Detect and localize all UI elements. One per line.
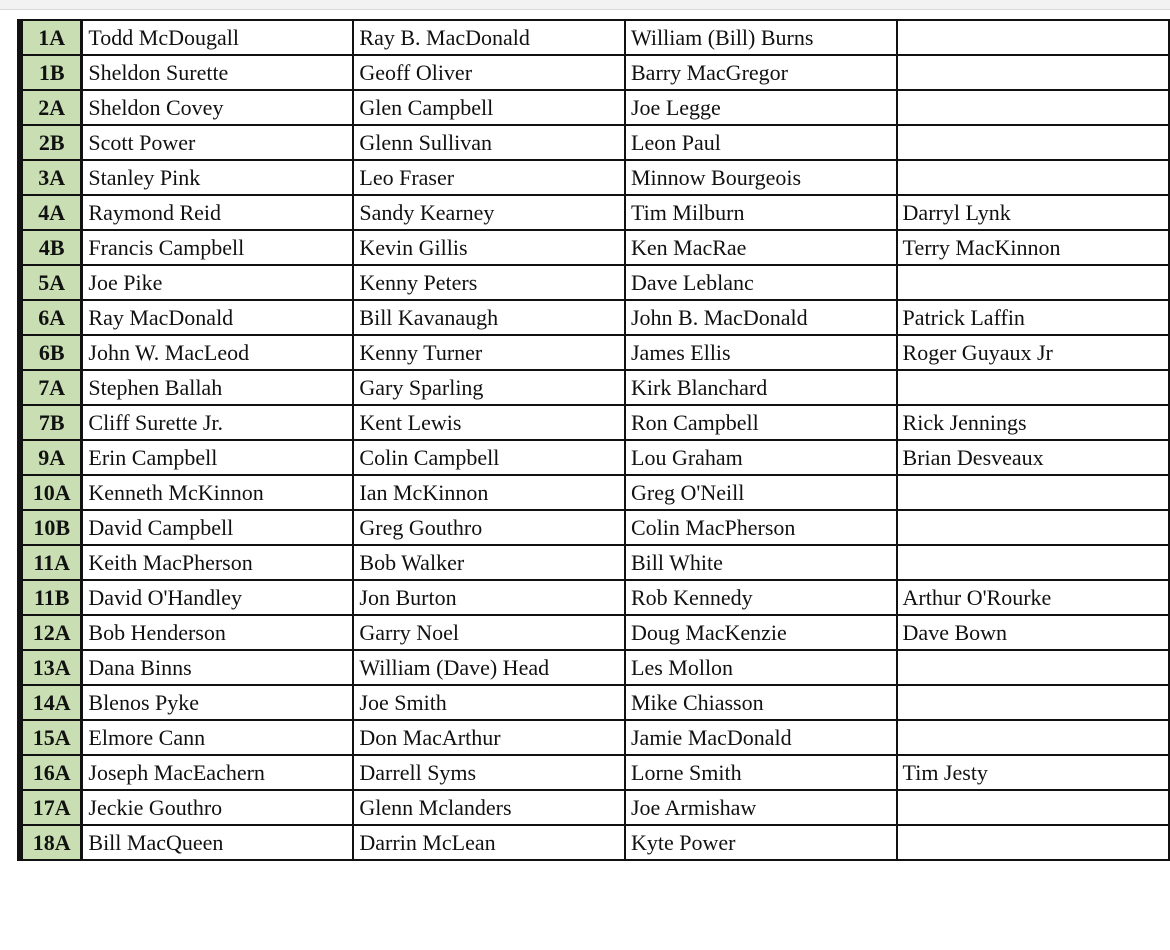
table-row — [20, 335, 1169, 370]
team-code-cell: 10A — [20, 475, 82, 510]
player-cell: Joe Pike — [82, 265, 354, 300]
player-cell: David Campbell — [82, 510, 354, 545]
player-cell — [897, 125, 1169, 160]
table-row — [20, 580, 1169, 615]
player-cell: Ray MacDonald — [82, 300, 354, 335]
team-code-cell: 4A — [20, 195, 82, 230]
player-cell: Francis Campbell — [82, 230, 354, 265]
player-cell: Rob Kennedy — [625, 580, 897, 615]
player-cell — [897, 265, 1169, 300]
player-cell: Mike Chiasson — [625, 685, 897, 720]
team-code-cell: 5A — [20, 265, 82, 300]
top-bar — [0, 0, 1170, 10]
team-code-cell: 13A — [20, 650, 82, 685]
player-cell — [897, 90, 1169, 125]
team-code-cell: 7B — [20, 405, 82, 440]
player-cell: Tim Milburn — [625, 195, 897, 230]
player-cell: Patrick Laffin — [897, 300, 1169, 335]
team-code-cell: 4B — [20, 230, 82, 265]
team-roster-table — [17, 19, 1170, 861]
player-cell: Dave Bown — [897, 615, 1169, 650]
player-cell — [897, 370, 1169, 405]
player-cell: Barry MacGregor — [625, 55, 897, 90]
player-cell: William (Bill) Burns — [625, 20, 897, 55]
team-code-cell: 12A — [20, 615, 82, 650]
player-cell: Kirk Blanchard — [625, 370, 897, 405]
player-cell: James Ellis — [625, 335, 897, 370]
player-cell: Minnow Bourgeois — [625, 160, 897, 195]
player-cell — [897, 20, 1169, 55]
player-cell: Les Mollon — [625, 650, 897, 685]
player-cell: Bill MacQueen — [82, 825, 354, 860]
player-cell — [897, 720, 1169, 755]
player-cell: Dana Binns — [82, 650, 354, 685]
player-cell: Elmore Cann — [82, 720, 354, 755]
player-cell: Jamie MacDonald — [625, 720, 897, 755]
player-cell: Joe Armishaw — [625, 790, 897, 825]
player-cell — [897, 685, 1169, 720]
player-cell: Lou Graham — [625, 440, 897, 475]
team-code-cell: 14A — [20, 685, 82, 720]
player-cell: Kenneth McKinnon — [82, 475, 354, 510]
player-cell: Sheldon Surette — [82, 55, 354, 90]
player-cell: Kenny Peters — [353, 265, 625, 300]
player-cell — [897, 55, 1169, 90]
player-cell — [897, 160, 1169, 195]
player-cell: Stanley Pink — [82, 160, 354, 195]
table-row — [20, 405, 1169, 440]
player-cell: Ian McKinnon — [353, 475, 625, 510]
table-row — [20, 475, 1169, 510]
player-cell: Ray B. MacDonald — [353, 20, 625, 55]
team-code-cell: 1B — [20, 55, 82, 90]
player-cell: Raymond Reid — [82, 195, 354, 230]
team-code-cell: 2A — [20, 90, 82, 125]
table-row — [20, 55, 1169, 90]
table-row — [20, 440, 1169, 475]
player-cell: Jon Burton — [353, 580, 625, 615]
player-cell: Jeckie Gouthro — [82, 790, 354, 825]
player-cell: Colin Campbell — [353, 440, 625, 475]
player-cell — [897, 545, 1169, 580]
player-cell: Ken MacRae — [625, 230, 897, 265]
player-cell: Lorne Smith — [625, 755, 897, 790]
player-cell: Rick Jennings — [897, 405, 1169, 440]
player-cell: Garry Noel — [353, 615, 625, 650]
table-row — [20, 195, 1169, 230]
roster-body — [20, 20, 1169, 860]
player-cell: Ron Campbell — [625, 405, 897, 440]
player-cell: Doug MacKenzie — [625, 615, 897, 650]
team-code-cell: 18A — [20, 825, 82, 860]
table-row — [20, 265, 1169, 300]
player-cell: Joe Legge — [625, 90, 897, 125]
player-cell: Joe Smith — [353, 685, 625, 720]
player-cell: Leon Paul — [625, 125, 897, 160]
player-cell: Gary Sparling — [353, 370, 625, 405]
player-cell: Kyte Power — [625, 825, 897, 860]
player-cell: Sandy Kearney — [353, 195, 625, 230]
table-row — [20, 790, 1169, 825]
player-cell: Todd McDougall — [82, 20, 354, 55]
player-cell: Tim Jesty — [897, 755, 1169, 790]
player-cell: Glen Campbell — [353, 90, 625, 125]
player-cell: Kevin Gillis — [353, 230, 625, 265]
table-row — [20, 300, 1169, 335]
player-cell: Stephen Ballah — [82, 370, 354, 405]
player-cell: Leo Fraser — [353, 160, 625, 195]
table-row — [20, 125, 1169, 160]
table-row — [20, 160, 1169, 195]
team-code-cell: 1A — [20, 20, 82, 55]
player-cell: Colin MacPherson — [625, 510, 897, 545]
table-row — [20, 650, 1169, 685]
player-cell: Greg Gouthro — [353, 510, 625, 545]
player-cell — [897, 510, 1169, 545]
player-cell: Blenos Pyke — [82, 685, 354, 720]
player-cell: Darrell Syms — [353, 755, 625, 790]
table-row — [20, 615, 1169, 650]
player-cell: Bill White — [625, 545, 897, 580]
player-cell: Keith MacPherson — [82, 545, 354, 580]
player-cell: David O'Handley — [82, 580, 354, 615]
player-cell: William (Dave) Head — [353, 650, 625, 685]
player-cell: Joseph MacEachern — [82, 755, 354, 790]
player-cell: Bob Henderson — [82, 615, 354, 650]
player-cell: Kent Lewis — [353, 405, 625, 440]
table-row — [20, 825, 1169, 860]
table-row — [20, 370, 1169, 405]
team-code-cell: 17A — [20, 790, 82, 825]
player-cell — [897, 825, 1169, 860]
team-code-cell: 16A — [20, 755, 82, 790]
player-cell: Bill Kavanaugh — [353, 300, 625, 335]
player-cell: Sheldon Covey — [82, 90, 354, 125]
player-cell: Scott Power — [82, 125, 354, 160]
player-cell: Kenny Turner — [353, 335, 625, 370]
team-code-cell: 6B — [20, 335, 82, 370]
player-cell — [897, 650, 1169, 685]
team-code-cell: 11B — [20, 580, 82, 615]
table-row — [20, 755, 1169, 790]
player-cell: Darrin McLean — [353, 825, 625, 860]
table-row — [20, 230, 1169, 265]
table-row — [20, 545, 1169, 580]
player-cell: John B. MacDonald — [625, 300, 897, 335]
team-code-cell: 10B — [20, 510, 82, 545]
player-cell: Geoff Oliver — [353, 55, 625, 90]
team-code-cell: 7A — [20, 370, 82, 405]
player-cell — [897, 475, 1169, 510]
table-row — [20, 20, 1169, 55]
team-code-cell: 15A — [20, 720, 82, 755]
team-code-cell: 11A — [20, 545, 82, 580]
player-cell: Darryl Lynk — [897, 195, 1169, 230]
table-row — [20, 510, 1169, 545]
player-cell: John W. MacLeod — [82, 335, 354, 370]
player-cell: Brian Desveaux — [897, 440, 1169, 475]
team-code-cell: 6A — [20, 300, 82, 335]
table-row — [20, 720, 1169, 755]
player-cell — [897, 790, 1169, 825]
player-cell: Glenn Sullivan — [353, 125, 625, 160]
player-cell: Cliff Surette Jr. — [82, 405, 354, 440]
player-cell: Don MacArthur — [353, 720, 625, 755]
team-code-cell: 9A — [20, 440, 82, 475]
player-cell: Roger Guyaux Jr — [897, 335, 1169, 370]
team-code-cell: 3A — [20, 160, 82, 195]
player-cell: Terry MacKinnon — [897, 230, 1169, 265]
player-cell: Dave Leblanc — [625, 265, 897, 300]
table-row — [20, 685, 1169, 720]
player-cell: Glenn Mclanders — [353, 790, 625, 825]
player-cell: Arthur O'Rourke — [897, 580, 1169, 615]
player-cell: Bob Walker — [353, 545, 625, 580]
table-row — [20, 90, 1169, 125]
player-cell: Greg O'Neill — [625, 475, 897, 510]
player-cell: Erin Campbell — [82, 440, 354, 475]
team-code-cell: 2B — [20, 125, 82, 160]
